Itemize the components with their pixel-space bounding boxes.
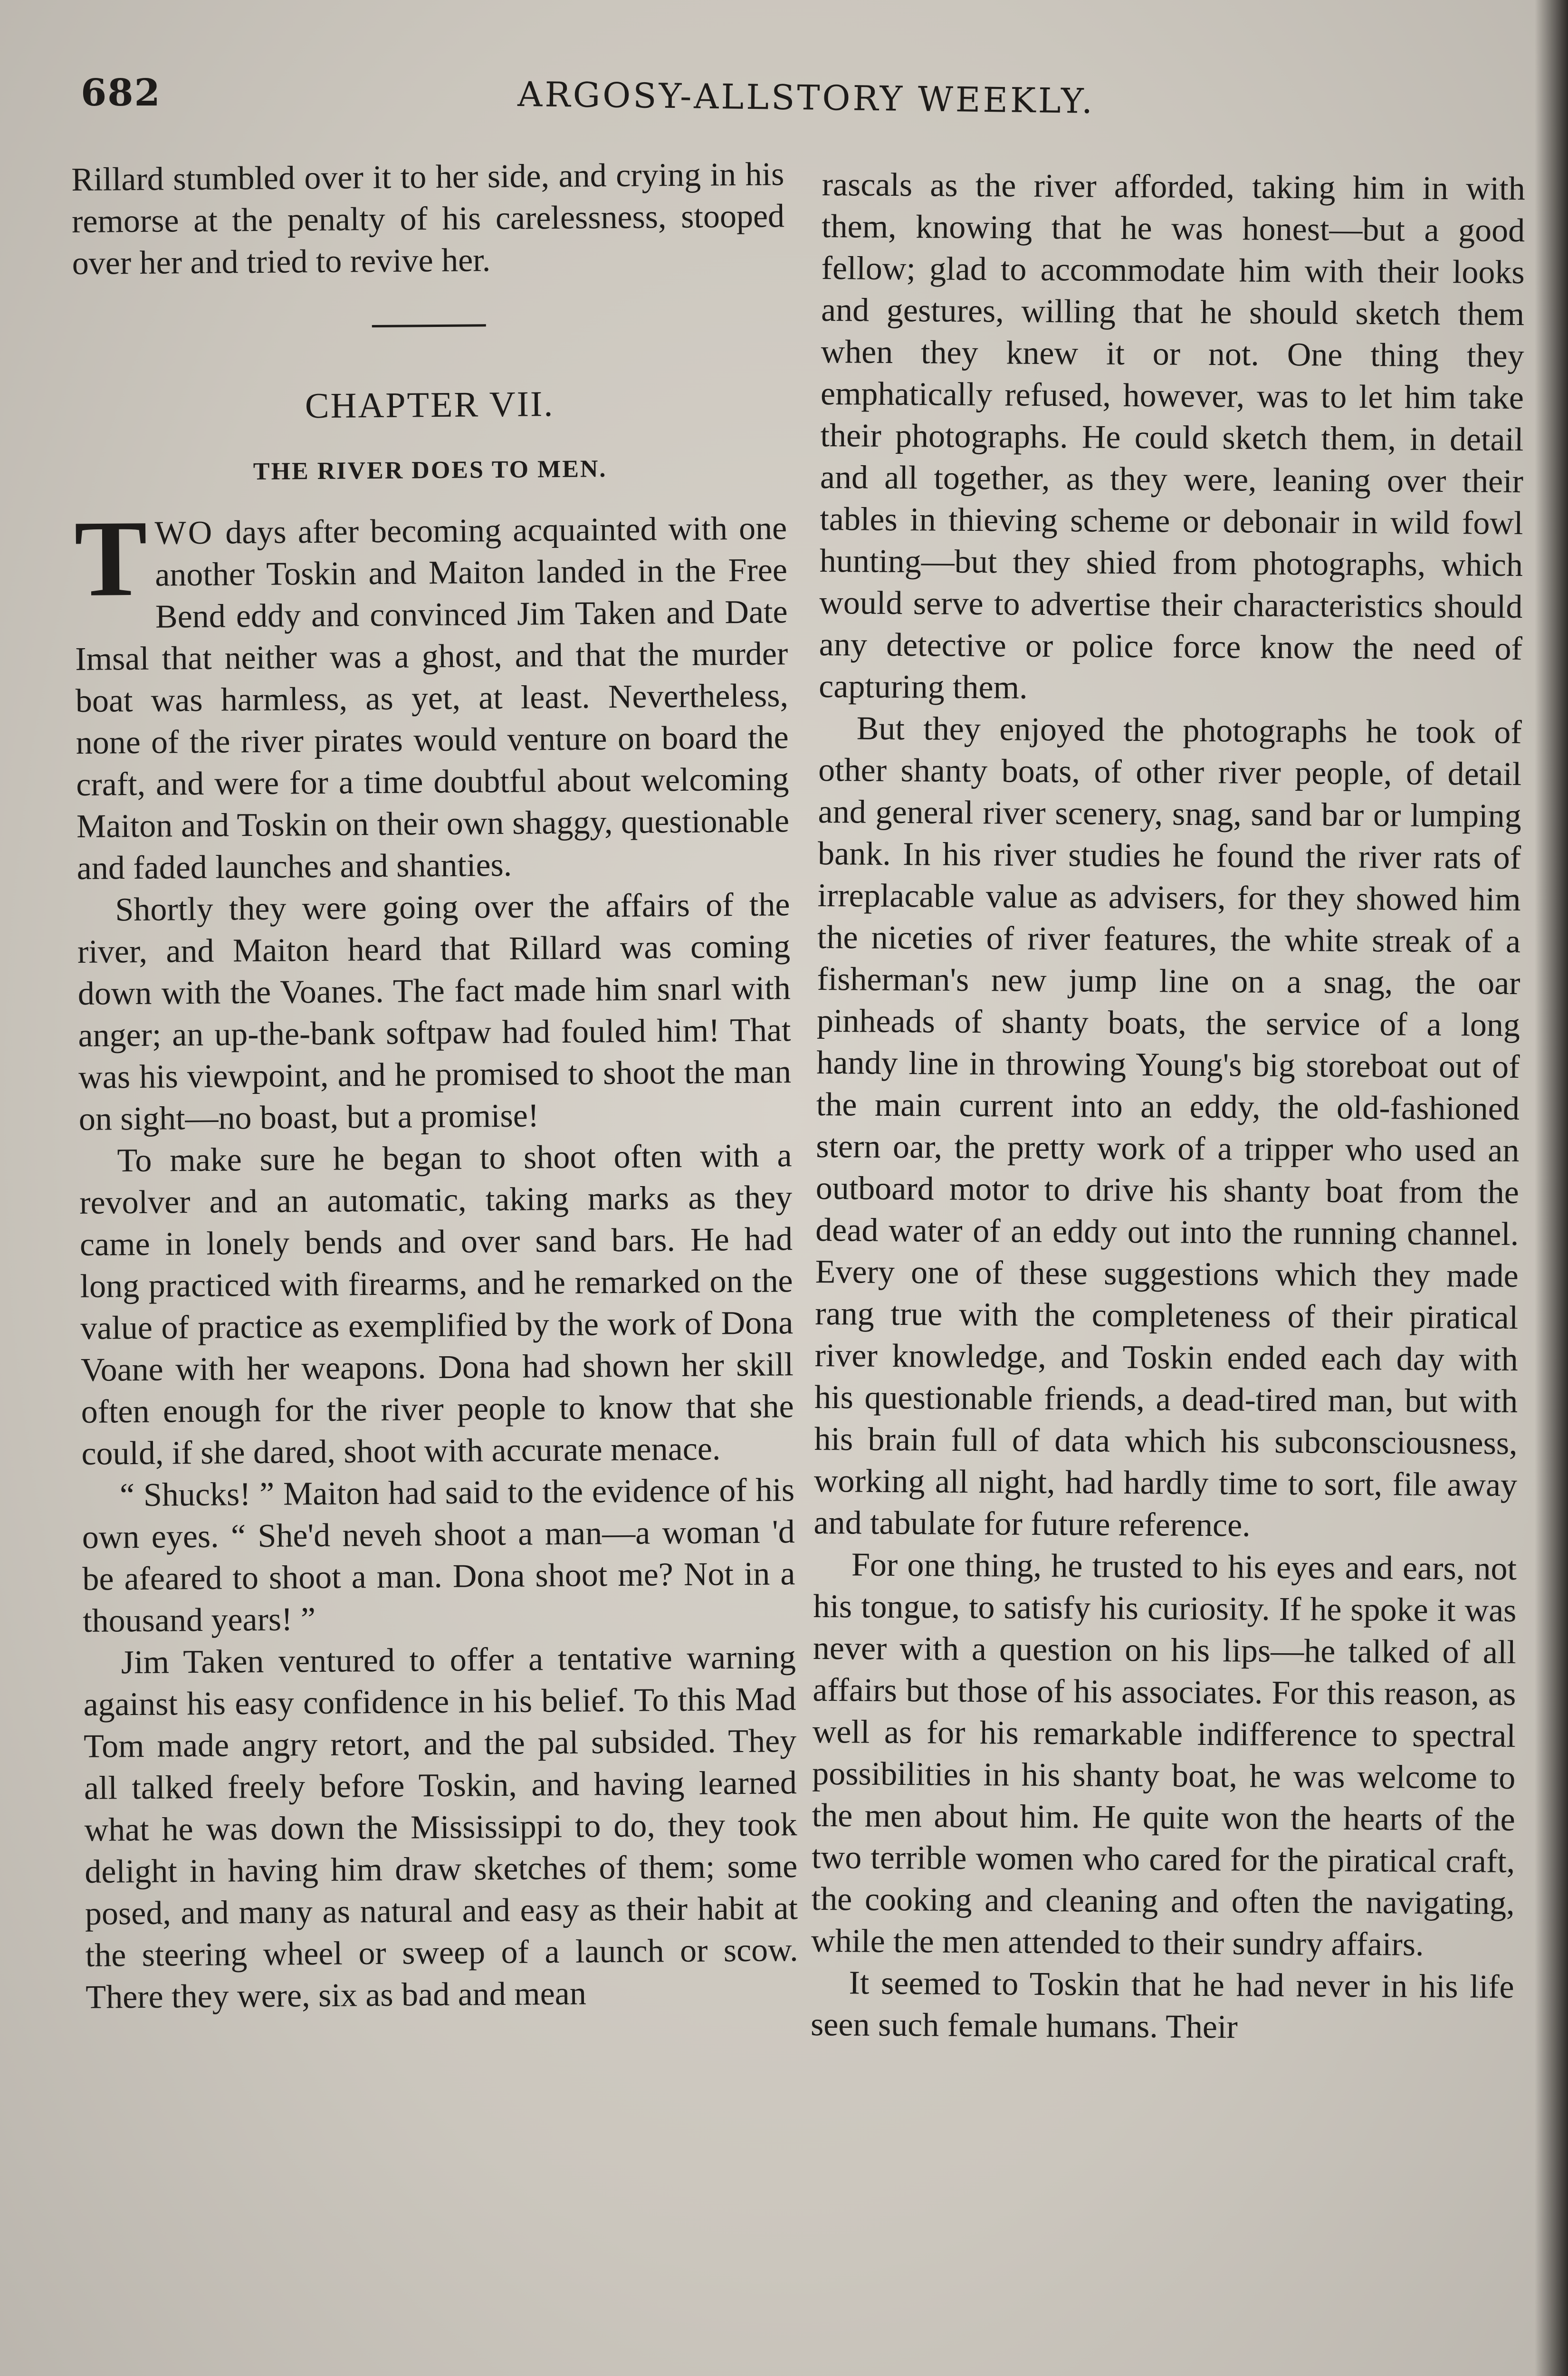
binding-shadow — [1535, 0, 1568, 2376]
paragraph-text: days after becoming acquainted with one another Toskin and Maiton landed in the Free Bend eddy and convinced Jim Taken and Date Imsal that neither was a ghost, and that the murder boat was harmless, as yet, at least. Nevertheless, none of the river pirates would venture on board the craft, and were for a time doubtful about welcoming Maiton and Toskin on their own shaggy, questionable and faded launches and shanties. — [75, 510, 790, 887]
chapter-title: CHAPTER VII. — [305, 384, 555, 426]
right-column — [811, 164, 1525, 2050]
first-word-rest: WO — [154, 514, 214, 552]
paragraph: It seemed to Toskin that he had never in his life seen such female humans. Their — [810, 1964, 1514, 2046]
continuation-paragraph: rascals as the river afforded, taking him in with them, knowing that he was honest—but a good fellow; glad to accommodate him with their looks and gestures, willing that he should sketch them when they knew it or not. One thing they emphatically refused, however, was to let him take their photographs. He could sketch them, in detail and all together, as they were, leaning over their tables in thieving scheme or debonair in wild fowl hunting—but they shied from photographs, which would serve to advertise their characteristics should any detective or police force know the need of capturing them. — [819, 166, 1525, 706]
running-head: ARGOSY-ALLSTORY WEEKLY. — [517, 74, 1095, 121]
paragraph: But they enjoyed the photographs he took of other shanty boats, of other river people, of detail and general river scenery, snag, sand bar or lumping bank. In his river studies he found the river rats of irreplacable value as advisers, for they showed him the niceties of river features, the white streak of a fisherman's new jump line on a snag, the oar pinheads of shanty boats, the service of a long handy line in throwing Young's big storeboat out of the main current into an eddy, the old-fashioned stern oar, the pretty work of a tripper who used an outboard motor to drive his shanty boat from the dead water of an eddy out into the running channel. Every one of these suggestions which they made rang true with the completeness of their piratical river knowledge, and Toskin ended each day with his questionable friends, a dead-tired man, but with his brain full of data which his subconsciousness, working all night, had hardly time to sort, file away and tabulate for future reference. — [813, 710, 1522, 1544]
paragraph: Shortly they were going over the affairs of the river, and Maiton heard that Rillard was coming down with the Voanes. The fact made him snarl with anger; an up-the-bank softpaw had fouled him! That was his viewpoint, and he promised to shoot the man on sight—no boast, but a promise! — [77, 886, 792, 1138]
chapter-subtitle: THE RIVER DOES TO MEN. — [253, 455, 607, 486]
opening-paragraph: Rillard stumbled over it to her side, and crying in his remorse at the penalty of his carelessness, stooped over her and tried to revive her. — [71, 156, 785, 282]
section-divider — [372, 324, 486, 327]
paragraph: “ Shucks! ” Maiton had said to the evidence of his own eyes. “ She'd neveh shoot a man—a woman 'd be afeared to shoot a man. Dona shoot me? Not in a thousand years! ” — [82, 1472, 795, 1639]
paragraph: Jim Taken ventured to offer a tentative warning against his easy confidence in his belief. To this Mad Tom made angry retort, and the pal subsided. They all talked freely before Toskin, and having learned what he was down the Mississippi to do, they took delight in having him draw sketches of them; some posed, and many as natural and easy as their habit at the steering wheel or sweep of a launch or scow. There they were, six as bad and mean — [83, 1639, 798, 2016]
chapter-first-paragraph — [74, 497, 790, 890]
page-number: 682 — [81, 71, 161, 115]
paragraph: To make sure he began to shoot often with a revolver and an automatic, taking marks as they came in lonely bends and over sand bars. He had long practiced with firearms, and he remarked on the value of practice as exemplified by the work of Dona Voane with her weapons. Dona had shown her skill often enough for the river people to know that she could, if she dared, shoot with accurate menace. — [79, 1137, 794, 1472]
paragraph: For one thing, he trusted to his eyes and ears, not his tongue, to satisfy his curiosity. If he spoke it was never with a question on his lips—he talked of all affairs but those of his associates. For this reason, as well as for his remarkable indifference to spectral possibilities in his shanty boat, he was welcome to the men about him. He quite won the hearts of the two terrible women who cared for the piratical craft, the cooking and cleaning and often the navigating, while the men attended to their sundry affairs. — [811, 1546, 1517, 1963]
left-column — [71, 153, 799, 2019]
page-header — [81, 71, 1497, 138]
drop-cap: T — [74, 497, 148, 619]
